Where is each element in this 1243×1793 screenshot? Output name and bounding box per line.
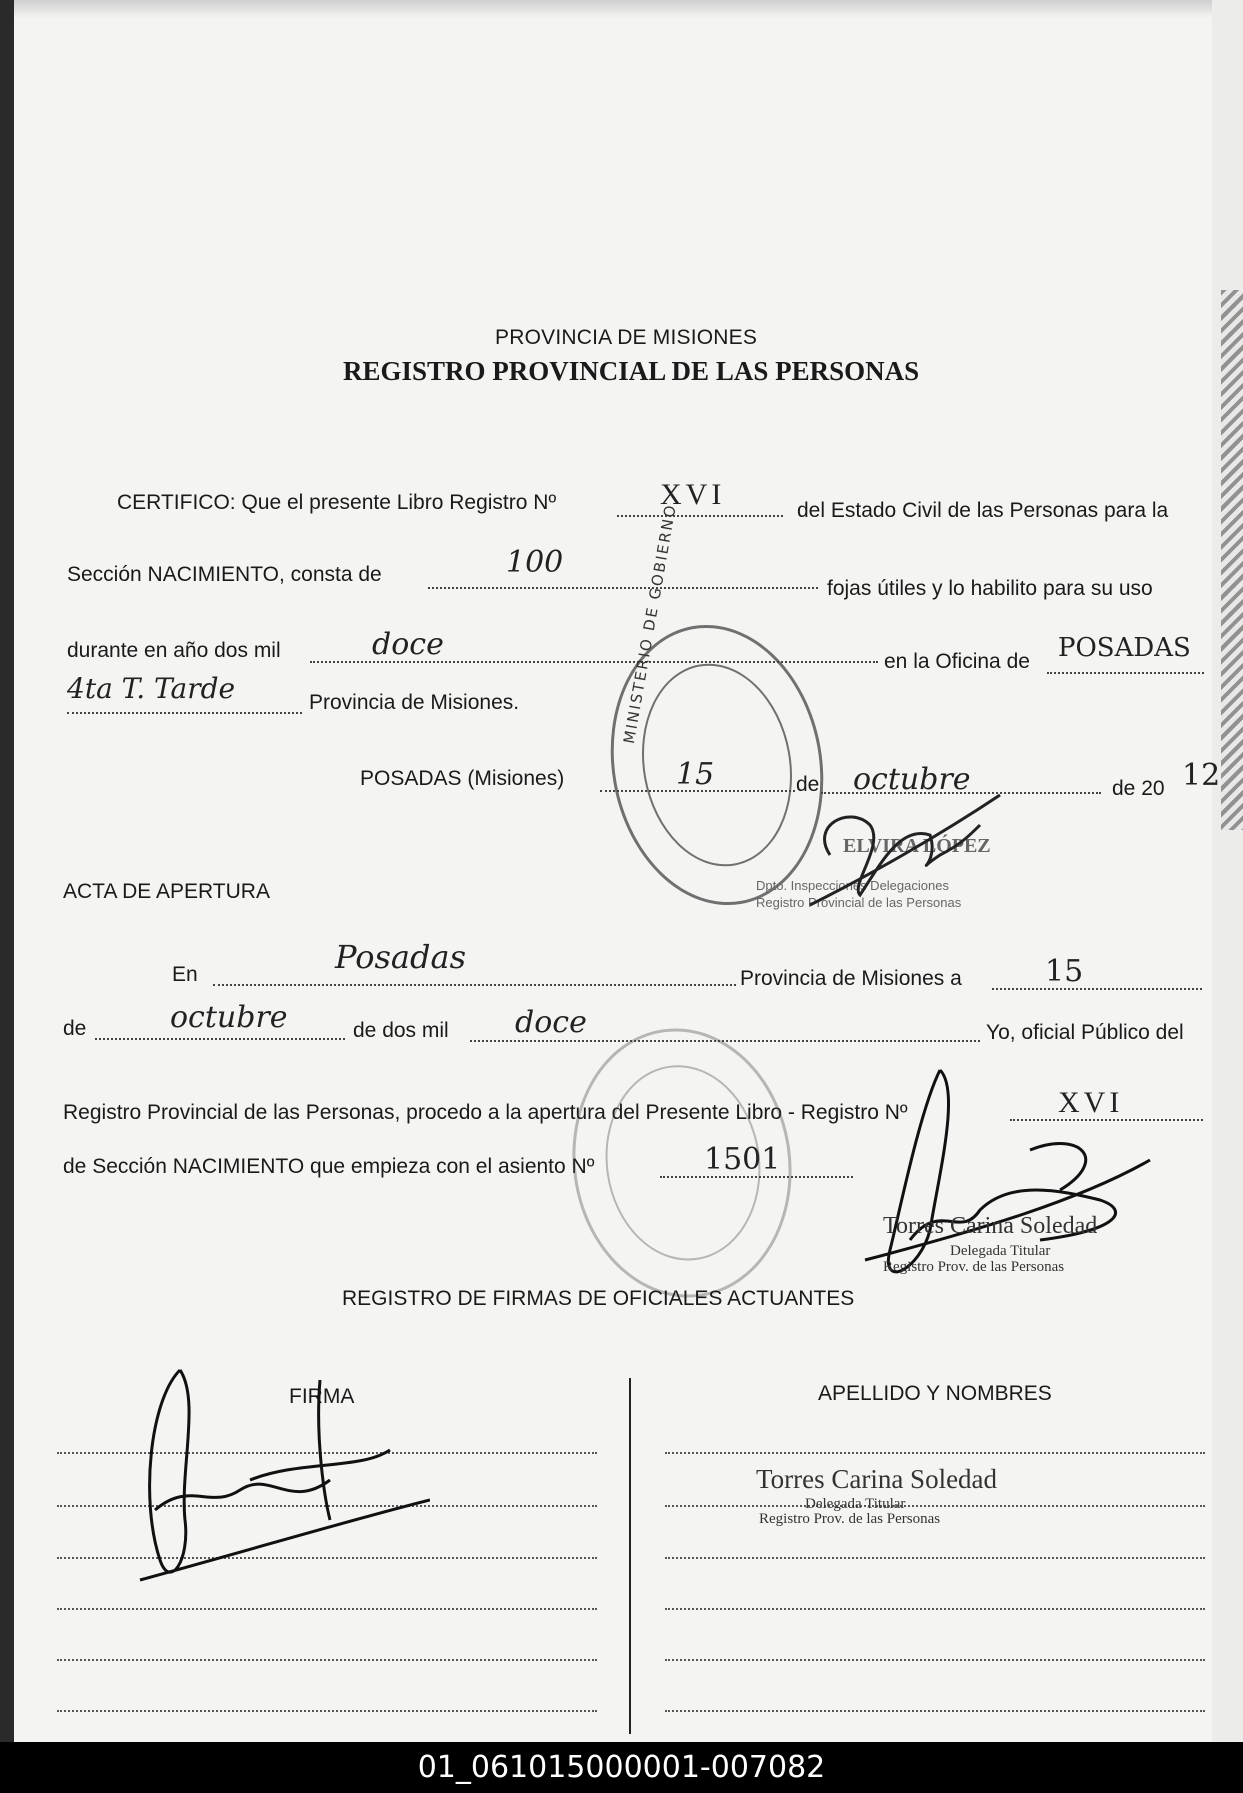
delegate-signature bbox=[860, 1050, 1160, 1320]
acta-en-label: En bbox=[172, 963, 198, 986]
cert-line1-prefix: CERTIFICO: Que el presente Libro Registro Nº bbox=[117, 491, 557, 514]
seal-inner-ring bbox=[626, 652, 807, 879]
nombres-line-5 bbox=[665, 1659, 1205, 1661]
cert-line1-suffix: del Estado Civil de las Personas para la bbox=[797, 499, 1169, 522]
acta-line3: Registro Provincial de las Personas, procedo a la apertura del Presente Libro - Registro Nº bbox=[63, 1101, 908, 1124]
cert-line2-suffix: fojas útiles y lo habilito para su uso bbox=[827, 577, 1153, 600]
acta-lugar: Posadas bbox=[335, 938, 466, 976]
entry-title: Delegada Titular bbox=[805, 1496, 906, 1512]
cert-line1-dots bbox=[617, 515, 783, 517]
cert-libro-numero: XVI bbox=[660, 478, 726, 511]
acta-title: ACTA DE APERTURA bbox=[63, 880, 270, 903]
nombres-line-4 bbox=[665, 1608, 1205, 1610]
cert-line2-dots bbox=[428, 587, 818, 589]
delegate-name: Torres Carina Soledad bbox=[883, 1213, 1098, 1239]
nombres-line-6 bbox=[665, 1710, 1205, 1712]
registry-heading: REGISTRO PROVINCIAL DE LAS PERSONAS bbox=[343, 356, 920, 386]
acta-mes: octubre bbox=[170, 1000, 288, 1035]
cert-line2-prefix: Sección NACIMIENTO, consta de bbox=[67, 563, 382, 586]
officer-stamp-dept: Dpto. Inspecciones Delegaciones bbox=[756, 878, 949, 893]
acta-lugar-dots bbox=[213, 984, 736, 986]
officer-stamp-name: ELVIRA LÓPEZ bbox=[843, 835, 991, 857]
nombres-line-1 bbox=[665, 1452, 1205, 1454]
acta-anio: doce bbox=[515, 1005, 587, 1040]
acta-asiento: 1501 bbox=[704, 1142, 781, 1177]
cert-dia: 15 bbox=[676, 757, 715, 792]
firma-line-6 bbox=[57, 1710, 597, 1712]
acta-de-label: de bbox=[63, 1017, 87, 1040]
seal-second-inner-ring bbox=[593, 1055, 773, 1271]
cert-anio: doce bbox=[372, 627, 444, 662]
cert-mes: octubre bbox=[853, 762, 971, 797]
document-id: 01_061015000001-007082 bbox=[417, 1750, 826, 1785]
acta-provincia-label: Provincia de Misiones a bbox=[740, 967, 962, 990]
entry-org: Registro Prov. de las Personas bbox=[759, 1511, 941, 1527]
nombres-line-2 bbox=[665, 1505, 1205, 1507]
col-nombres-header: APELLIDO Y NOMBRES bbox=[818, 1382, 1052, 1405]
cert-de-label: de bbox=[796, 773, 820, 796]
cert-line3-mid: en la Oficina de bbox=[884, 650, 1030, 673]
cert-place-prefix: POSADAS (Misiones) bbox=[360, 767, 565, 790]
firma-line-4 bbox=[57, 1608, 597, 1610]
acta-dia: 15 bbox=[1045, 954, 1084, 989]
document-id-caption bbox=[0, 1742, 1243, 1793]
page-right-edge bbox=[1212, 0, 1243, 1742]
officer-stamp-org: Registro Provincial de las Personas bbox=[756, 895, 962, 910]
cert-oficina-dots bbox=[1047, 672, 1204, 674]
cert-oficina-cont: 4ta T. Tarde bbox=[67, 672, 236, 705]
acta-line4: de Sección NACIMIENTO que empieza con el asiento Nº bbox=[63, 1155, 595, 1178]
cert-oficina: POSADAS bbox=[1058, 633, 1191, 663]
cert-anio-prefix: de 20 bbox=[1112, 777, 1165, 800]
column-divider bbox=[629, 1378, 631, 1734]
nombres-line-3 bbox=[665, 1557, 1205, 1559]
acta-mes-dots bbox=[95, 1038, 345, 1040]
province-heading: PROVINCIA DE MISIONES bbox=[495, 326, 758, 349]
signatures-title: REGISTRO DE FIRMAS DE OFICIALES ACTUANTES bbox=[342, 1287, 855, 1310]
officer-signature bbox=[790, 785, 1010, 915]
binding-strip bbox=[1221, 290, 1243, 830]
cert-anio-digits: 12 bbox=[1182, 758, 1221, 793]
cert-fojas: 100 bbox=[506, 545, 564, 580]
acta-dia-dots bbox=[992, 988, 1202, 990]
acta-libro-numero: XVI bbox=[1058, 1086, 1124, 1119]
acta-dosmil-label: de dos mil bbox=[353, 1019, 449, 1042]
delegate-org: Registro Prov. de las Personas bbox=[883, 1259, 1065, 1275]
delegate-title: Delegada Titular bbox=[950, 1243, 1051, 1259]
firma-line-5 bbox=[57, 1659, 597, 1661]
firma-signature bbox=[130, 1360, 430, 1600]
entry-name: Torres Carina Soledad bbox=[756, 1464, 998, 1494]
seal-inner-text: MINISTERIO DE GOBIERNO bbox=[620, 502, 681, 746]
acta-yo-label: Yo, oficial Público del bbox=[986, 1021, 1184, 1044]
cert-line4-dots bbox=[67, 712, 302, 714]
cert-line3-prefix: durante en año dos mil bbox=[67, 639, 281, 662]
col-firma-header: FIRMA bbox=[289, 1385, 355, 1408]
page-top-shadow bbox=[14, 0, 1212, 18]
cert-line4-suffix: Provincia de Misiones. bbox=[309, 691, 520, 714]
